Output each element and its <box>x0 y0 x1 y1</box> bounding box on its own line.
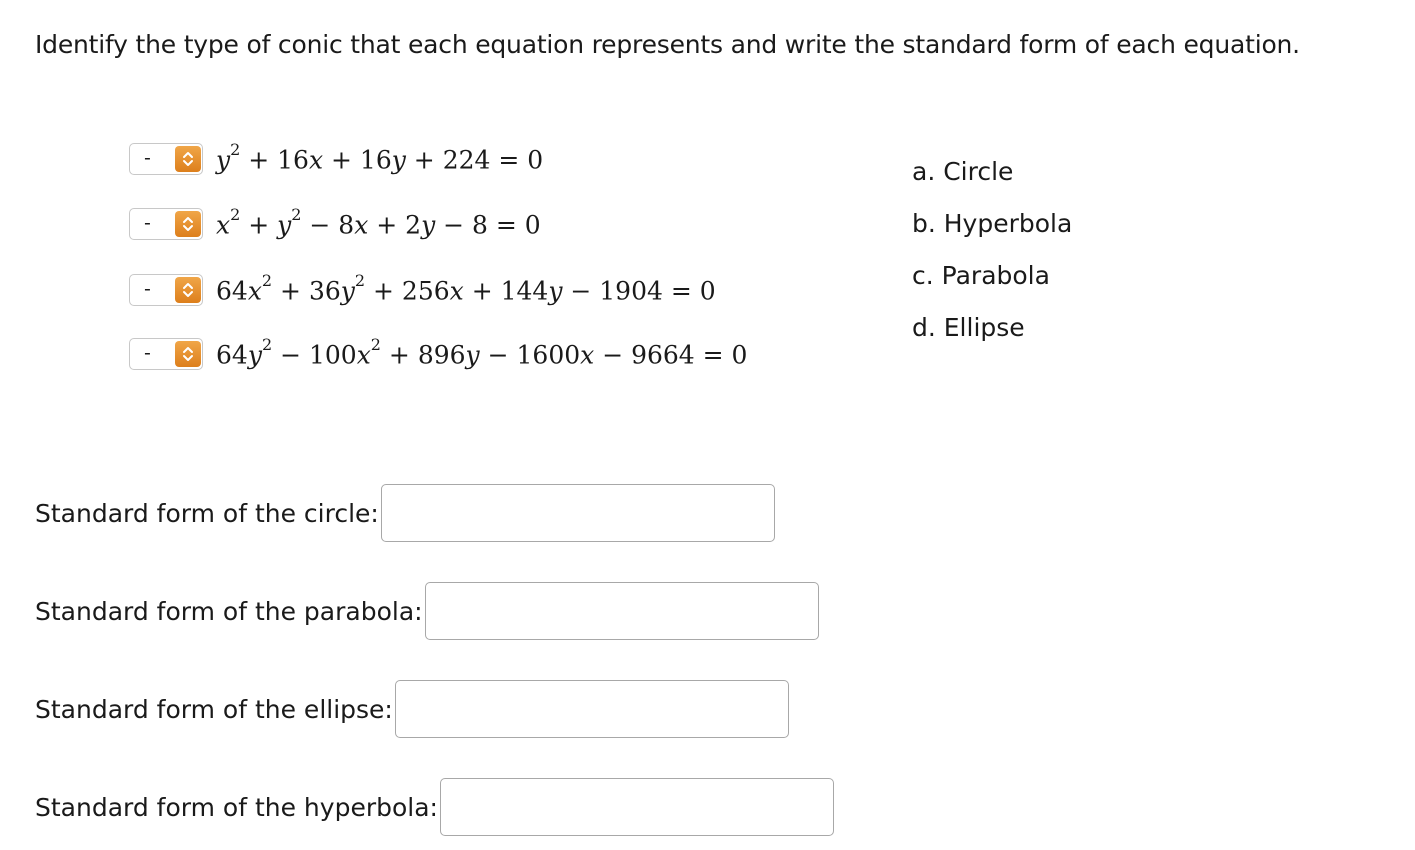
up-down-chevron-icon <box>175 146 201 172</box>
match-row-3 <box>129 272 716 308</box>
match-row-4 <box>129 336 747 372</box>
hyperbola-label: Standard form of the hyperbola: <box>35 792 438 822</box>
select-value: - <box>144 342 151 364</box>
up-down-chevron-icon <box>175 277 201 303</box>
choice-list <box>912 146 1072 354</box>
select-value: - <box>144 147 151 169</box>
equation-3: $64x^2 + 36y^2 + 256x + 144y - 1904 = 0$ <box>216 270 716 306</box>
match-row-1 <box>129 141 543 177</box>
answer-row-hyperbola <box>35 778 834 836</box>
hyperbola-standard-form-input[interactable] <box>440 778 834 836</box>
answer-row-parabola <box>35 582 819 640</box>
choice-circle: a. Circle <box>912 157 1014 186</box>
select-value: - <box>144 212 151 234</box>
choice-ellipse: d. Ellipse <box>912 313 1025 342</box>
question-prompt: Identify the type of conic that each equation represents and write the standard form of each equation. <box>35 30 1300 59</box>
equation-1: $y^2 + 16x + 16y + 224 = 0$ <box>216 139 544 175</box>
circle-standard-form-input[interactable] <box>381 484 775 542</box>
select-value: - <box>144 278 151 300</box>
answer-row-circle <box>35 484 775 542</box>
equation-4: $64y^2 - 100x^2 + 896y - 1600x - 9664 = 0$ <box>216 334 748 370</box>
match-row-2 <box>129 206 541 242</box>
choice-parabola: c. Parabola <box>912 261 1050 290</box>
choice-hyperbola: b. Hyperbola <box>912 209 1073 238</box>
ellipse-label: Standard form of the ellipse: <box>35 694 393 724</box>
up-down-chevron-icon <box>175 211 201 237</box>
conic-type-select-1[interactable] <box>129 143 203 175</box>
answer-row-ellipse <box>35 680 789 738</box>
conic-type-select-2[interactable] <box>129 208 203 240</box>
parabola-standard-form-input[interactable] <box>425 582 819 640</box>
ellipse-standard-form-input[interactable] <box>395 680 789 738</box>
up-down-chevron-icon <box>175 341 201 367</box>
conic-type-select-3[interactable] <box>129 274 203 306</box>
parabola-label: Standard form of the parabola: <box>35 596 423 626</box>
circle-label: Standard form of the circle: <box>35 498 379 528</box>
conic-type-select-4[interactable] <box>129 338 203 370</box>
equation-2: $x^2 + y^2 - 8x + 2y - 8 = 0$ <box>216 204 541 240</box>
